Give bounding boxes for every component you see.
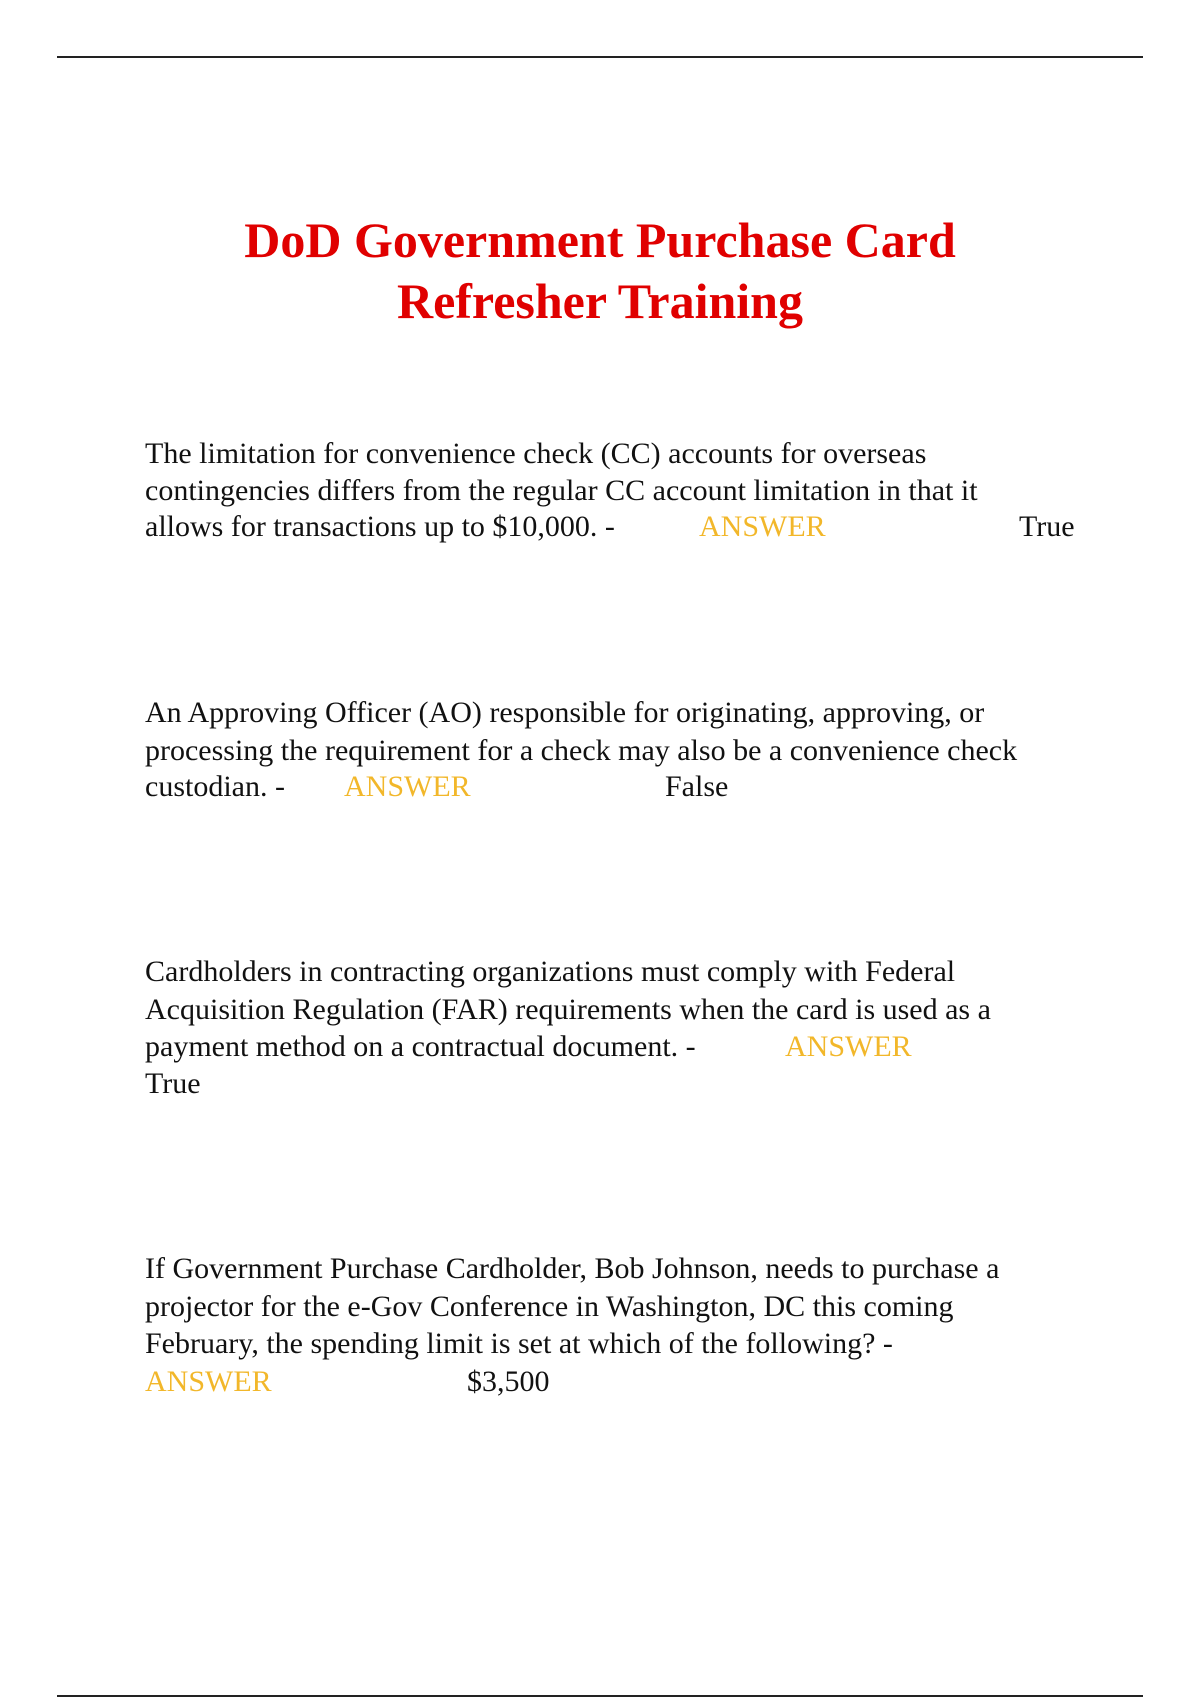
answer-label: ANSWER	[785, 1030, 912, 1063]
question-text: custodian. -	[145, 770, 285, 803]
question-text: Cardholders in contracting organizations must comply with Federal	[145, 955, 956, 988]
question-text: processing the requirement for a check may also be a convenience check	[145, 734, 1018, 767]
question-text: contingencies differs from the regular CC account limitation in that it	[145, 474, 978, 507]
answer-value: True	[145, 1067, 201, 1100]
footer-rule	[57, 1695, 1143, 1697]
question-text: If Government Purchase Cardholder, Bob Johnson, needs to purchase a	[145, 1252, 1000, 1285]
answer-value: False	[665, 770, 729, 803]
document-title-line-2: Refresher Training	[396, 273, 803, 329]
header-rule	[57, 56, 1143, 58]
answer-label: ANSWER	[344, 770, 471, 803]
question-text: payment method on a contractual document. -	[145, 1030, 696, 1063]
question-text: An Approving Officer (AO) responsible for originating, approving, or	[145, 696, 985, 729]
question-text: Acquisition Regulation (FAR) requirements when the card is used as a	[145, 993, 991, 1026]
question-text: February, the spending limit is set at which of the following? -	[145, 1327, 893, 1360]
question-text: The limitation for convenience check (CC) accounts for overseas	[145, 437, 927, 470]
answer-label: ANSWER	[145, 1365, 272, 1398]
question-text: allows for transactions up to $10,000. -	[145, 510, 615, 543]
question-text: projector for the e-Gov Conference in Washington, DC this coming	[145, 1290, 954, 1323]
answer-value: $3,500	[467, 1365, 550, 1398]
answer-label: ANSWER	[699, 510, 826, 543]
answer-value: True	[1019, 510, 1075, 543]
document-title-line-1: DoD Government Purchase Card	[244, 212, 956, 268]
